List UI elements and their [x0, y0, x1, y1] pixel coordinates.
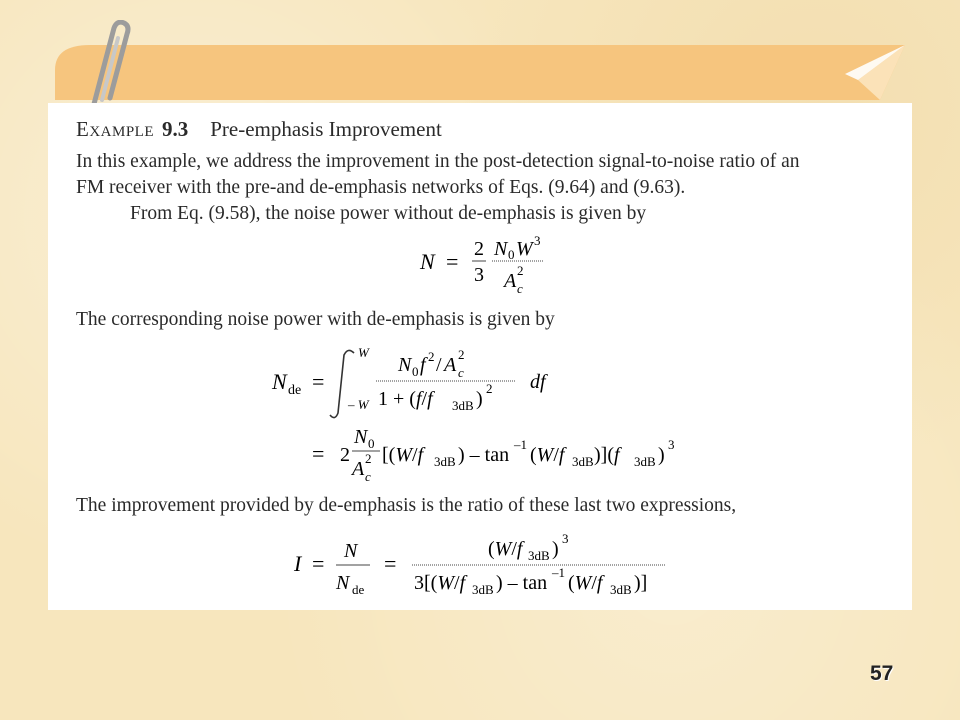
content-panel	[48, 103, 912, 610]
svg-text:0: 0	[508, 247, 515, 262]
svg-text:de: de	[288, 383, 302, 398]
svg-text:=: =	[384, 551, 397, 576]
svg-text:A: A	[352, 458, 365, 480]
svg-text:0: 0	[368, 436, 375, 451]
svg-text:2: 2	[458, 347, 465, 362]
svg-text:=: =	[312, 441, 325, 466]
example-number: 9.3	[162, 117, 189, 141]
svg-text:(W/f: (W/f	[568, 572, 603, 594]
svg-text:– W: – W	[348, 397, 369, 412]
svg-text:–1: –1	[514, 437, 527, 452]
svg-text:2: 2	[428, 349, 435, 364]
svg-text:N: N	[344, 540, 358, 562]
example-heading: EXAMPLE 9.3 Pre-emphasis Improvement	[76, 117, 442, 141]
svg-text:f: f	[420, 354, 426, 376]
svg-text:): )	[658, 444, 665, 466]
svg-text:): )	[476, 388, 483, 410]
svg-text:3dB: 3dB	[634, 454, 656, 469]
svg-text:A: A	[504, 270, 517, 292]
svg-text:3: 3	[534, 233, 541, 248]
svg-text:df: df	[530, 371, 546, 393]
svg-text:3dB: 3dB	[452, 398, 474, 413]
svg-text:c: c	[517, 281, 523, 296]
svg-text:=: =	[312, 551, 325, 576]
svg-text:)](f: )](f	[594, 444, 620, 466]
svg-text:(W/f: (W/f	[530, 444, 565, 466]
svg-text:2: 2	[340, 444, 350, 466]
svg-text:N: N	[494, 238, 508, 260]
svg-text:de: de	[352, 582, 365, 597]
svg-text:–1: –1	[552, 565, 565, 580]
svg-text:[(W/f: [(W/f	[382, 444, 424, 466]
paragraph-with-deemphasis: The corresponding noise power with de-emphasis is given by	[76, 309, 555, 330]
equation-noise-power	[418, 231, 578, 301]
svg-text:N: N	[272, 369, 287, 394]
intro-paragraph: In this example, we address the improvement in the post-detection signal-to-noise ratio of an FM receiver with the pre-and de-emphasis networks of Eqs. (9.64) and (9.63). From Eq. (9.58), the noise power without de-emphasis is given by	[76, 151, 800, 224]
svg-text:3dB: 3dB	[572, 454, 594, 469]
svg-text:N: N	[398, 354, 412, 376]
svg-text:N: N	[354, 426, 368, 448]
svg-text:3[(W/f: 3[(W/f	[414, 572, 466, 594]
svg-text:2: 2	[486, 381, 493, 396]
svg-text:W: W	[516, 238, 533, 260]
svg-text:3dB: 3dB	[528, 548, 550, 563]
svg-text:2: 2	[365, 451, 372, 466]
svg-text:3: 3	[562, 531, 569, 546]
equation-improvement	[288, 529, 688, 609]
svg-text:2: 2	[474, 238, 484, 260]
paragraph-improvement: The improvement provided by de-emphasis is the ratio of these last two expressions,	[76, 495, 737, 516]
svg-text:3dB: 3dB	[434, 454, 456, 469]
svg-text:/: /	[436, 354, 442, 376]
svg-text:3dB: 3dB	[610, 582, 632, 597]
svg-text:c: c	[365, 469, 371, 483]
svg-text:(W/f: (W/f	[488, 538, 523, 560]
svg-text:c: c	[458, 365, 464, 380]
page-number: 57	[870, 662, 894, 685]
header-banner	[0, 0, 960, 110]
svg-text:=: =	[312, 369, 325, 394]
svg-text:I: I	[294, 551, 302, 576]
svg-text:3dB: 3dB	[472, 582, 494, 597]
paper-clip-icon	[80, 20, 132, 110]
svg-text:) – tan: ) – tan	[458, 444, 510, 466]
svg-text:1 + (f/f: 1 + (f/f	[378, 388, 433, 410]
svg-text:)]: )]	[634, 572, 648, 594]
svg-text:2: 2	[517, 263, 524, 278]
svg-text:): )	[552, 538, 559, 560]
svg-text:3: 3	[668, 437, 675, 452]
example-title: Pre-emphasis Improvement	[210, 117, 442, 141]
svg-text:3: 3	[474, 264, 484, 286]
svg-text:0: 0	[412, 364, 419, 379]
svg-text:N: N	[336, 572, 350, 594]
svg-text:A: A	[444, 354, 457, 376]
svg-text:) – tan: ) – tan	[496, 572, 548, 594]
svg-text:N: N	[420, 249, 435, 274]
svg-text:=: =	[446, 249, 459, 274]
equation-deemphasis-noise	[268, 343, 708, 483]
svg-text:W: W	[358, 345, 369, 360]
